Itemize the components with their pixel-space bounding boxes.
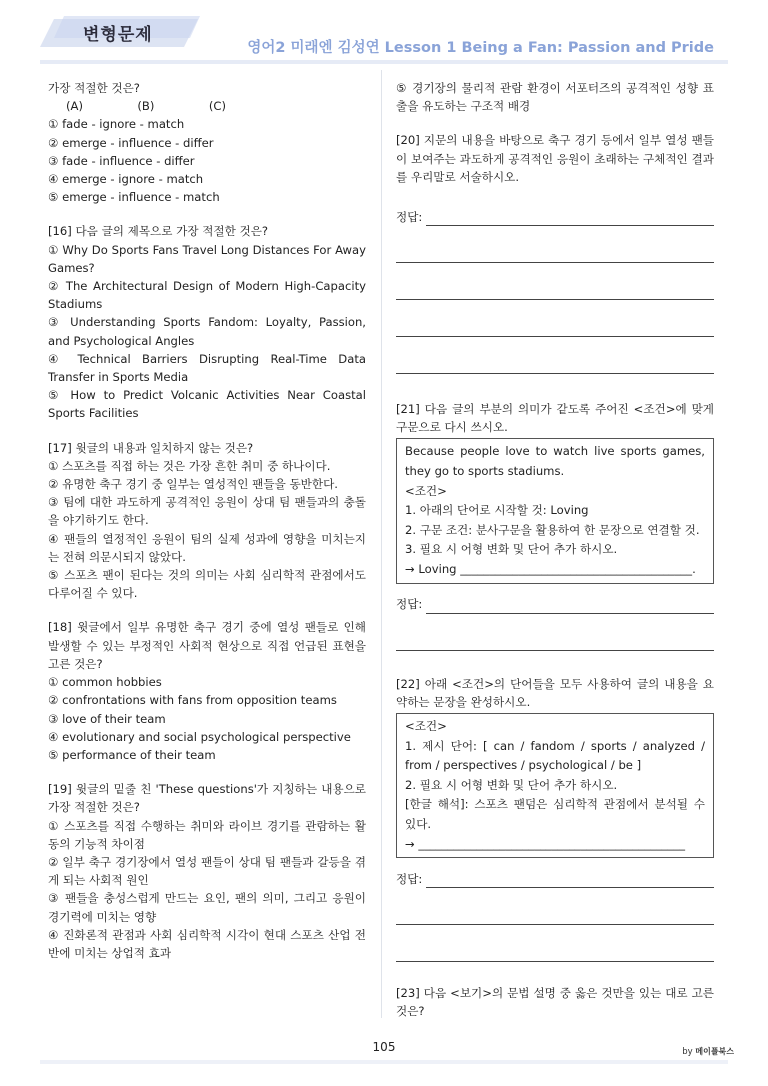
column-header-b: (B): [137, 99, 155, 114]
question-stem: [23] 다음 <보기>의 문법 설명 중 옳은 것만을 있는 대로 고른 것은?: [396, 986, 714, 1019]
question-stem: [17] 윗글의 내용과 일치하지 않는 것은?: [48, 440, 254, 455]
question-23: [396, 984, 714, 1020]
option-3: ③ 팬들을 충성스럽게 만드는 요인, 팬의 의미, 그리고 응원이 경기력에 미치는 영향: [48, 891, 366, 924]
column-divider: [381, 70, 382, 1018]
condition-2: 2. 필요 시 어형 변화 및 단어 추가 하시오.: [405, 777, 618, 792]
brand-name: 메이플북스: [695, 1047, 734, 1056]
question-17: [48, 439, 366, 603]
left-column: [48, 79, 366, 978]
option-4: ④ 팬들의 열정적인 응원이 팀의 실제 성과에 영향을 미치는지는 전혀 의문시되지 않았다.: [48, 531, 366, 564]
condition-title: <조건>: [405, 718, 447, 733]
question-stem: 가장 적절한 것은?: [48, 81, 140, 95]
option-5: ⑤ How to Predict Volcanic Activities Near Coastal Sports Facilities: [48, 388, 366, 421]
source-sentence: Because people love to watch live sports games, they go to sports stadiums.: [405, 444, 705, 479]
option-1: ① Why Do Sports Fans Travel Long Distances For Away Games?: [48, 242, 366, 275]
condition-1: 1. 아래의 단어로 시작할 것: Loving: [405, 503, 589, 518]
question-22: [396, 675, 714, 963]
condition-title: <조건>: [405, 483, 447, 498]
header-tag: 변형문제: [83, 25, 153, 45]
column-header-c: (C): [208, 99, 226, 114]
answer-underline: [426, 873, 714, 888]
answer-line[interactable]: [396, 943, 714, 962]
answer-field[interactable]: [396, 870, 714, 888]
question-15-continued: [48, 79, 366, 206]
answer-field[interactable]: [396, 596, 714, 614]
header-rule: [40, 60, 728, 64]
question-stem: [21] 다음 글의 부분의 의미가 같도록 주어진 <조건>에 맞게 구문으로 다시 쓰시오.: [396, 402, 714, 435]
question-stem: [20] 지문의 내용을 바탕으로 축구 경기 등에서 일부 열성 팬들이 보여주는 과도하게 공격적인 응원이 초래하는 구체적인 결과를 우리말로 서술하시오.: [396, 133, 714, 184]
question-stem: [19] 윗글의 밑줄 친 'These questions'가 지칭하는 내용으로 가장 적절한 것은?: [48, 782, 366, 815]
korean-translation: [한글 해석]: 스포츠 팬덤은 심리학적 관점에서 분석될 수 있다.: [405, 797, 705, 831]
question-stem: [22] 아래 <조건>의 단어들을 모두 사용하여 글의 내용을 요약하는 문장을 완성하시오.: [396, 676, 714, 709]
question-19: [48, 780, 366, 962]
option-2: ② emerge - influence - differ: [48, 135, 214, 150]
column-header-a: (A): [66, 99, 83, 114]
question-stem: [16] 다음 글의 제목으로 가장 적절한 것은?: [48, 224, 269, 239]
answer-prompt: → Loving ________________________________________.: [405, 561, 696, 576]
option-4: ④ Technical Barriers Disrupting Real-Time Data Transfer in Sports Media: [48, 351, 366, 385]
question-20: [396, 131, 714, 374]
option-5: ⑤ performance of their team: [48, 747, 216, 762]
answer-prompt: → ______________________________________________: [405, 836, 686, 851]
option-2: ② 일부 축구 경기장에서 열성 팬들이 상대 팀 팬들과 갈등을 겪게 되는 사회적 원인: [48, 854, 366, 888]
header-title: 영어2 미래엔 김성연 Lesson 1 Being a Fan: Passion and Pride: [247, 40, 714, 56]
option-5: ⑤ emerge - influence - match: [48, 190, 220, 205]
option-3: ③ love of their team: [48, 711, 166, 726]
answer-column-headers: [48, 97, 226, 115]
publisher-brand: [682, 1046, 734, 1057]
answer-label: 정답:: [396, 597, 423, 612]
option-4: ④ emerge - ignore - match: [48, 172, 204, 187]
option-2: ② confrontations with fans from opposition teams: [48, 693, 337, 708]
page-number: 105: [372, 1040, 396, 1054]
question-21: [396, 400, 714, 651]
option-5: ⑤ 경기장의 물리적 관람 환경이 서포터즈의 공격적인 성향 표출을 유도하는 구조적 배경: [396, 81, 714, 114]
condition-box: [396, 438, 714, 583]
option-4: ④ 진화론적 관점과 사회 심리학적 시각이 현대 스포츠 산업 전반에 미치는 상업적 효과: [48, 927, 366, 960]
option-2: ② 유명한 축구 경기 중 일부는 열성적인 팬들을 동반한다.: [48, 477, 338, 492]
option-3: ③ fade - influence - differ: [48, 153, 195, 168]
option-4: ④ evolutionary and social psychological perspective: [48, 729, 351, 744]
option-1: ① 스포츠를 직접 수행하는 취미와 라이브 경기를 관람하는 활동의 기능적 차이점: [48, 818, 366, 851]
page-header: [0, 0, 768, 70]
question-stem: [18] 윗글에서 일부 유명한 축구 경기 중에 열성 팬들로 인해 발생할 수 있는 부정적인 사회적 현상으로 직접 언급된 표현을 고른 것은?: [48, 620, 366, 671]
condition-1: 1. 제시 단어: [ can / fandom / sports / analyzed / from / perspectives / psychological / be ]: [405, 738, 705, 773]
option-1: ① 스포츠를 직접 하는 것은 가장 흔한 취미 중 하나이다.: [48, 458, 331, 473]
footer-rule: [40, 1060, 728, 1064]
right-column: [396, 79, 714, 1037]
answer-underline: [426, 211, 714, 226]
question-16: [48, 222, 366, 422]
brand-prefix: by: [682, 1047, 693, 1057]
answer-label: 정답:: [396, 209, 423, 224]
answer-line[interactable]: [396, 318, 714, 337]
question-19-continued: [396, 79, 714, 115]
option-3: ③ Understanding Sports Fandom: Loyalty, Passion, and Psychological Angles: [48, 315, 366, 348]
condition-3: 3. 필요 시 어형 변화 및 단어 추가 하시오.: [405, 542, 618, 557]
condition-box: [396, 713, 714, 858]
question-18: [48, 618, 366, 764]
condition-2: 2. 구문 조건: 분사구문을 활용하여 한 문장으로 연결할 것.: [405, 522, 700, 537]
answer-label: 정답:: [396, 871, 423, 886]
answer-line[interactable]: [396, 244, 714, 263]
option-1: ① fade - ignore - match: [48, 117, 185, 132]
option-5: ⑤ 스포츠 팬이 된다는 것의 의미는 사회 심리학적 관점에서도 다루어질 수 있다.: [48, 568, 366, 601]
answer-line[interactable]: [396, 906, 714, 925]
answer-line[interactable]: [396, 355, 714, 374]
option-1: ① common hobbies: [48, 675, 162, 690]
option-3: ③ 팀에 대한 과도하게 공격적인 응원이 상대 팀 팬들과의 충돌을 야기하기도 한다.: [48, 495, 366, 528]
option-2: ② The Architectural Design of Modern High-Capacity Stadiums: [48, 279, 366, 312]
answer-field[interactable]: [396, 208, 714, 226]
answer-line[interactable]: [396, 632, 714, 651]
answer-line[interactable]: [396, 281, 714, 300]
answer-underline: [426, 599, 714, 614]
